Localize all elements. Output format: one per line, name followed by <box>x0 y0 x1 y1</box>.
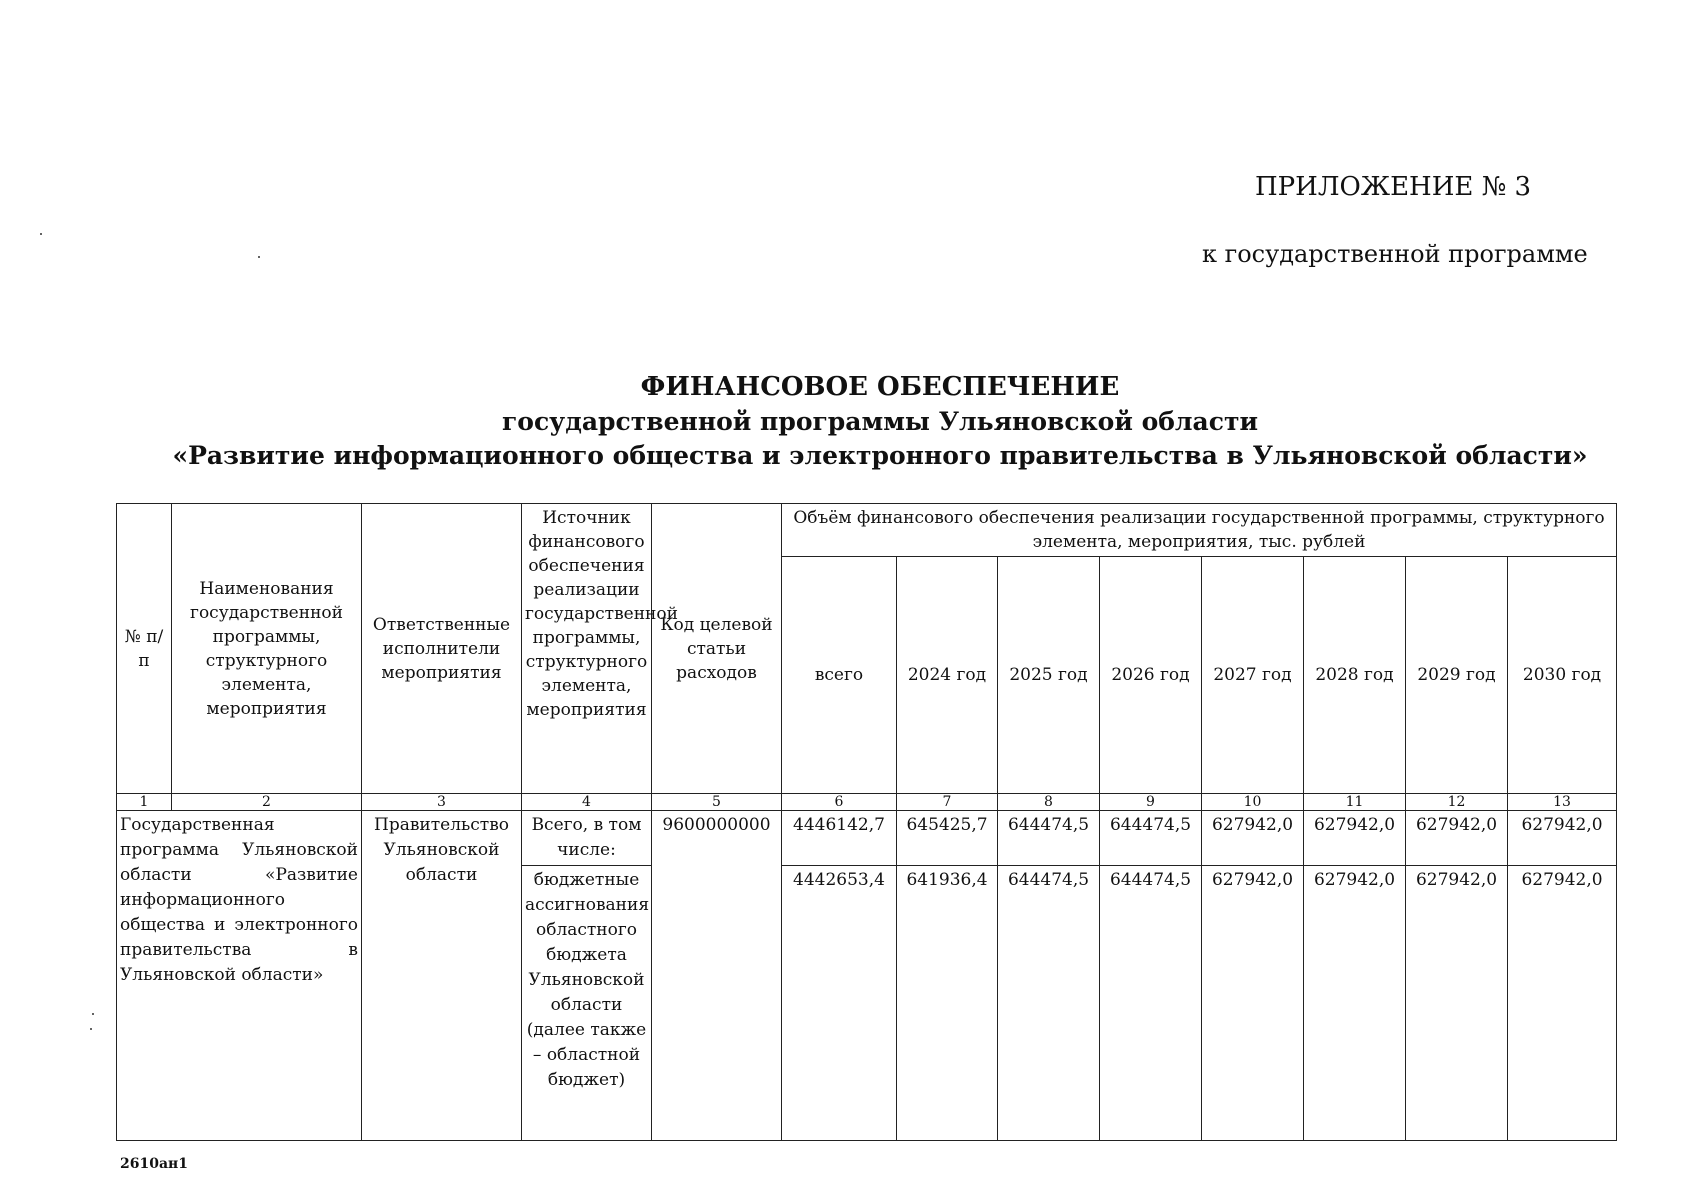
value-2028: 627942,0 <box>1304 811 1406 866</box>
column-number: 4 <box>522 794 652 811</box>
value-2027: 627942,0 <box>1202 811 1304 866</box>
header-year-2026: 2026 год <box>1100 557 1202 794</box>
scan-speck <box>92 1013 94 1015</box>
header-year-2027: 2027 год <box>1202 557 1304 794</box>
value-2024: 645425,7 <box>897 811 998 866</box>
document-code: 2610ан1 <box>120 1156 189 1172</box>
document-title: ФИНАНСОВОЕ ОБЕСПЕЧЕНИЕ <box>640 372 1120 402</box>
total-value: 4442653,4 <box>782 866 897 1141</box>
scan-speck <box>40 233 42 235</box>
column-number: 1 <box>117 794 172 811</box>
table-row <box>117 811 1617 866</box>
header-name: Наименования государственной программы, структурного элемента, мероприятия <box>172 504 362 794</box>
program-name-heading: «Развитие информационного общества и электронного правительства в Ульяновской области» <box>172 441 1588 470</box>
column-number: 5 <box>652 794 782 811</box>
document-subtitle: государственной программы Ульяновской области <box>501 407 1259 436</box>
value-2028: 627942,0 <box>1304 866 1406 1141</box>
column-number: 6 <box>782 794 897 811</box>
source-budget-cell: бюджетные ассигнования областного бюджета Ульяновской области (далее также – областной бюджет) <box>522 866 652 1141</box>
value-2026: 644474,5 <box>1100 866 1202 1141</box>
program-name-cell: Государственная программа Ульяновской области «Развитие информационного общества и электронного правительства в Ульяновской области» <box>117 811 362 1141</box>
header-source: Источник финансового обеспечения реализации государственной программы, структурного элемента, мероприятия <box>522 504 652 794</box>
total-value: 4446142,7 <box>782 811 897 866</box>
header-executors: Ответственные исполнители мероприятия <box>362 504 522 794</box>
column-number: 8 <box>998 794 1100 811</box>
scan-speck <box>258 256 260 258</box>
column-number: 13 <box>1508 794 1617 811</box>
column-number-row <box>117 794 1617 811</box>
header-code: Код целевой статьи расходов <box>652 504 782 794</box>
value-2030: 627942,0 <box>1508 866 1617 1141</box>
header-year-2025: 2025 год <box>998 557 1100 794</box>
column-number: 10 <box>1202 794 1304 811</box>
appendix-subtitle: к государственной программе <box>1202 240 1588 268</box>
value-2029: 627942,0 <box>1406 811 1508 866</box>
scan-speck <box>90 1028 92 1030</box>
code-cell: 9600000000 <box>652 811 782 1141</box>
executor-cell: Правительство Ульяновской области <box>362 811 522 1141</box>
value-2025: 644474,5 <box>998 811 1100 866</box>
financing-table <box>116 503 1617 1141</box>
column-number: 9 <box>1100 794 1202 811</box>
column-number: 3 <box>362 794 522 811</box>
column-number: 2 <box>172 794 362 811</box>
value-2025: 644474,5 <box>998 866 1100 1141</box>
value-2024: 641936,4 <box>897 866 998 1141</box>
source-total-cell: Всего, в том числе: <box>522 811 652 866</box>
header-row-1 <box>117 504 1617 557</box>
value-2027: 627942,0 <box>1202 866 1304 1141</box>
value-2029: 627942,0 <box>1406 866 1508 1141</box>
header-year-2030: 2030 год <box>1508 557 1617 794</box>
header-year-2029: 2029 год <box>1406 557 1508 794</box>
header-total: всего <box>782 557 897 794</box>
header-year-2024: 2024 год <box>897 557 998 794</box>
column-number: 7 <box>897 794 998 811</box>
column-number: 12 <box>1406 794 1508 811</box>
header-volume-group: Объём финансового обеспечения реализации государственной программы, структурного элемента, мероприятия, тыс. рублей <box>782 504 1617 557</box>
appendix-title: ПРИЛОЖЕНИЕ № 3 <box>1255 172 1532 202</box>
value-2030: 627942,0 <box>1508 811 1617 866</box>
header-year-2028: 2028 год <box>1304 557 1406 794</box>
column-number: 11 <box>1304 794 1406 811</box>
header-num: № п/п <box>117 504 172 794</box>
value-2026: 644474,5 <box>1100 811 1202 866</box>
